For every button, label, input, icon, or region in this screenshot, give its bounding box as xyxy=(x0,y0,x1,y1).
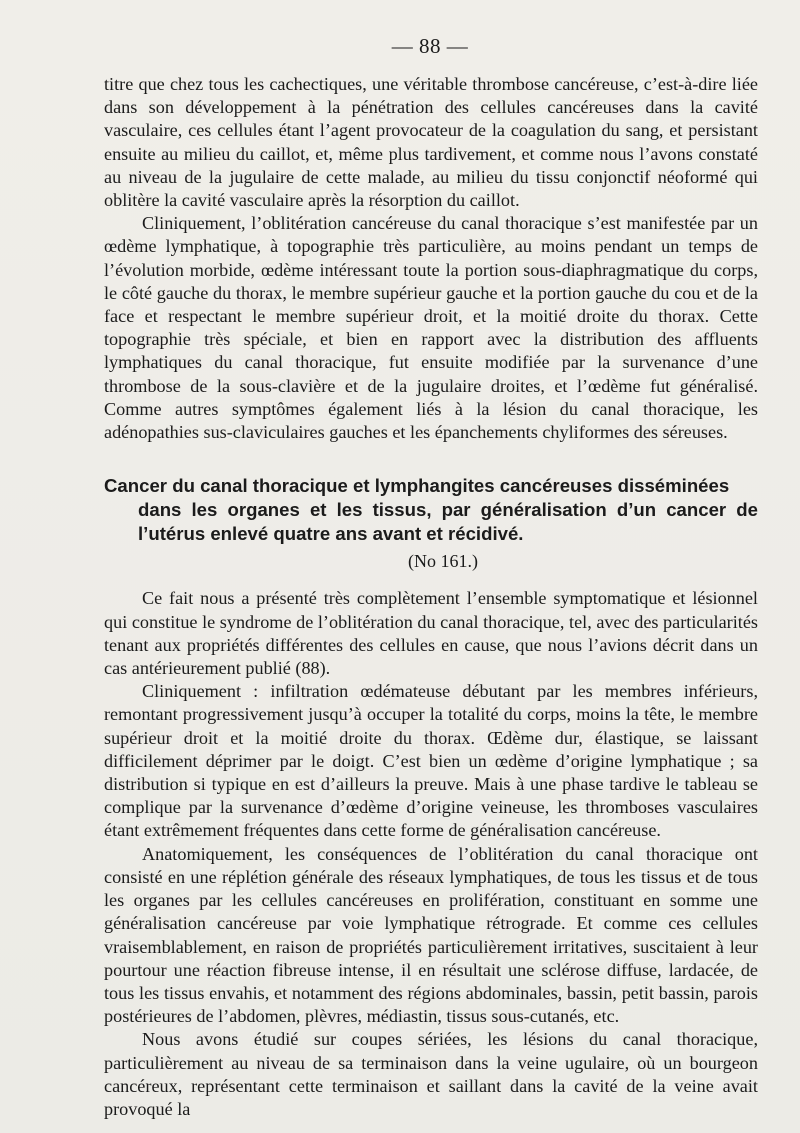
section-heading xyxy=(104,474,758,546)
paragraph-thrombosis: titre que chez tous les cachectiques, une véritable thrombose cancéreuse, c’est-à-dire liée dans son développement à la pénétration des cellules cancéreuses dans la cavité vasculaire, ces cellules étant l’agent provocateur de la coagulation du sang, et persistant ensuite au milieu du caillot, et, même plus tardivement, et comme nous l’avons constaté au niveau de la jugulaire de cette malade, au milieu du tissu conjonctif néoformé qui oblitère la cavité vasculaire après la résorption du caillot. xyxy=(104,74,758,211)
paragraph-case-summary: Ce fait nous a présenté très complètement l’ensemble symptomatique et lésionnel qui constitue le syndrome de l’oblitération du canal thoracique, tel, avec des particularités tenant aux propriétés différentes des cellules en cause, que nous l’avions décrit dans un cas antérieurement publié (88). xyxy=(104,588,758,679)
paragraph-serial-sections: Nous avons étudié sur coupes sériées, les lésions du canal thoracique, particulièrement au niveau de sa terminaison dans la veine ugulaire, où un bourgeon cancéreux, représentant cette terminaison et saillant dans la cavité de la veine avait provoqué la xyxy=(104,1029,758,1119)
page-number: — 88 — xyxy=(391,34,469,58)
paragraph-anatomical-findings: Anatomiquement, les conséquences de l’oblitération du canal thoracique ont consisté en une réplétion générale des réseaux lymphatiques, de tous les tissus et de tous les organes par les cellules cancéreuses en prolifération, constituant en somme une généralisation cancéreuse par voie lymphatique rétrograde. Et comme ces cellules vraisemblablement, en raison de propriétés particulièrement irritatives, suscitaient à leur pourtour une réaction fibreuse intense, il en résultait une sclérose diffuse, lardacée, de tous les tissus envahis, et notamment des régions abdominales, bassin, petit bassin, parois postérieures de l’abdomen, plèvres, médiastin, tissus sous-cutanés, etc. xyxy=(104,843,758,1027)
paragraph-clinical-findings: Cliniquement : infiltration œdémateuse débutant par les membres inférieurs, remontant progressivement jusqu’à occuper la totalité du corps, moins la tête, le membre supérieur droit et la moitié droite du thorax. Œdème dur, élastique, se laissant difficilement déprimer par le doigt. C’est bien un œdème d’origine lymphatique ; sa distribution si typique en est d’ailleurs la preuve. Mais à une phase tardive le tableau se complique par la survenance d’œdème d’origine veineuse, les thromboses vasculaires étant extrêmement fréquentes dans cette forme de généralisation cancéreuse. xyxy=(104,681,758,841)
page-body xyxy=(104,73,758,1121)
section-heading-line1: Cancer du canal thoracique et lymphangites cancéreuses disséminées xyxy=(104,475,730,497)
observation-number: (No 161.) xyxy=(408,551,478,572)
section-heading-continuation: dans les organes et les tissus, par généralisation d’un cancer de l’utérus enlevé quatre ans avant et récidivé. xyxy=(138,499,758,545)
paragraph-clinical-oedema: Cliniquement, l’oblitération cancéreuse du canal thoracique s’est manifestée par un œdème lymphatique, à topographie très particulière, au moins pendant un temps de l’évolution morbide, œdème intéressant toute la portion sous-diaphragmatique du corps, le côté gauche du thorax, le membre supérieur gauche et la portion gauche du cou et de la face et respectant le membre supérieur droit, et la moitié droite du thorax. Cette topographie très spéciale, et bien en rapport avec la distribution des affluents lymphatiques du canal thoracique, fut ensuite modifiée par la survenance d’une thrombose de la sous-clavière et de la jugulaire droites, et l’œdème fut généralisé. Comme autres symptômes également liés à la lésion du canal thoracique, les adénopathies sus-claviculaires gauches et les épanchements chyliformes des séreuses. xyxy=(104,213,758,443)
